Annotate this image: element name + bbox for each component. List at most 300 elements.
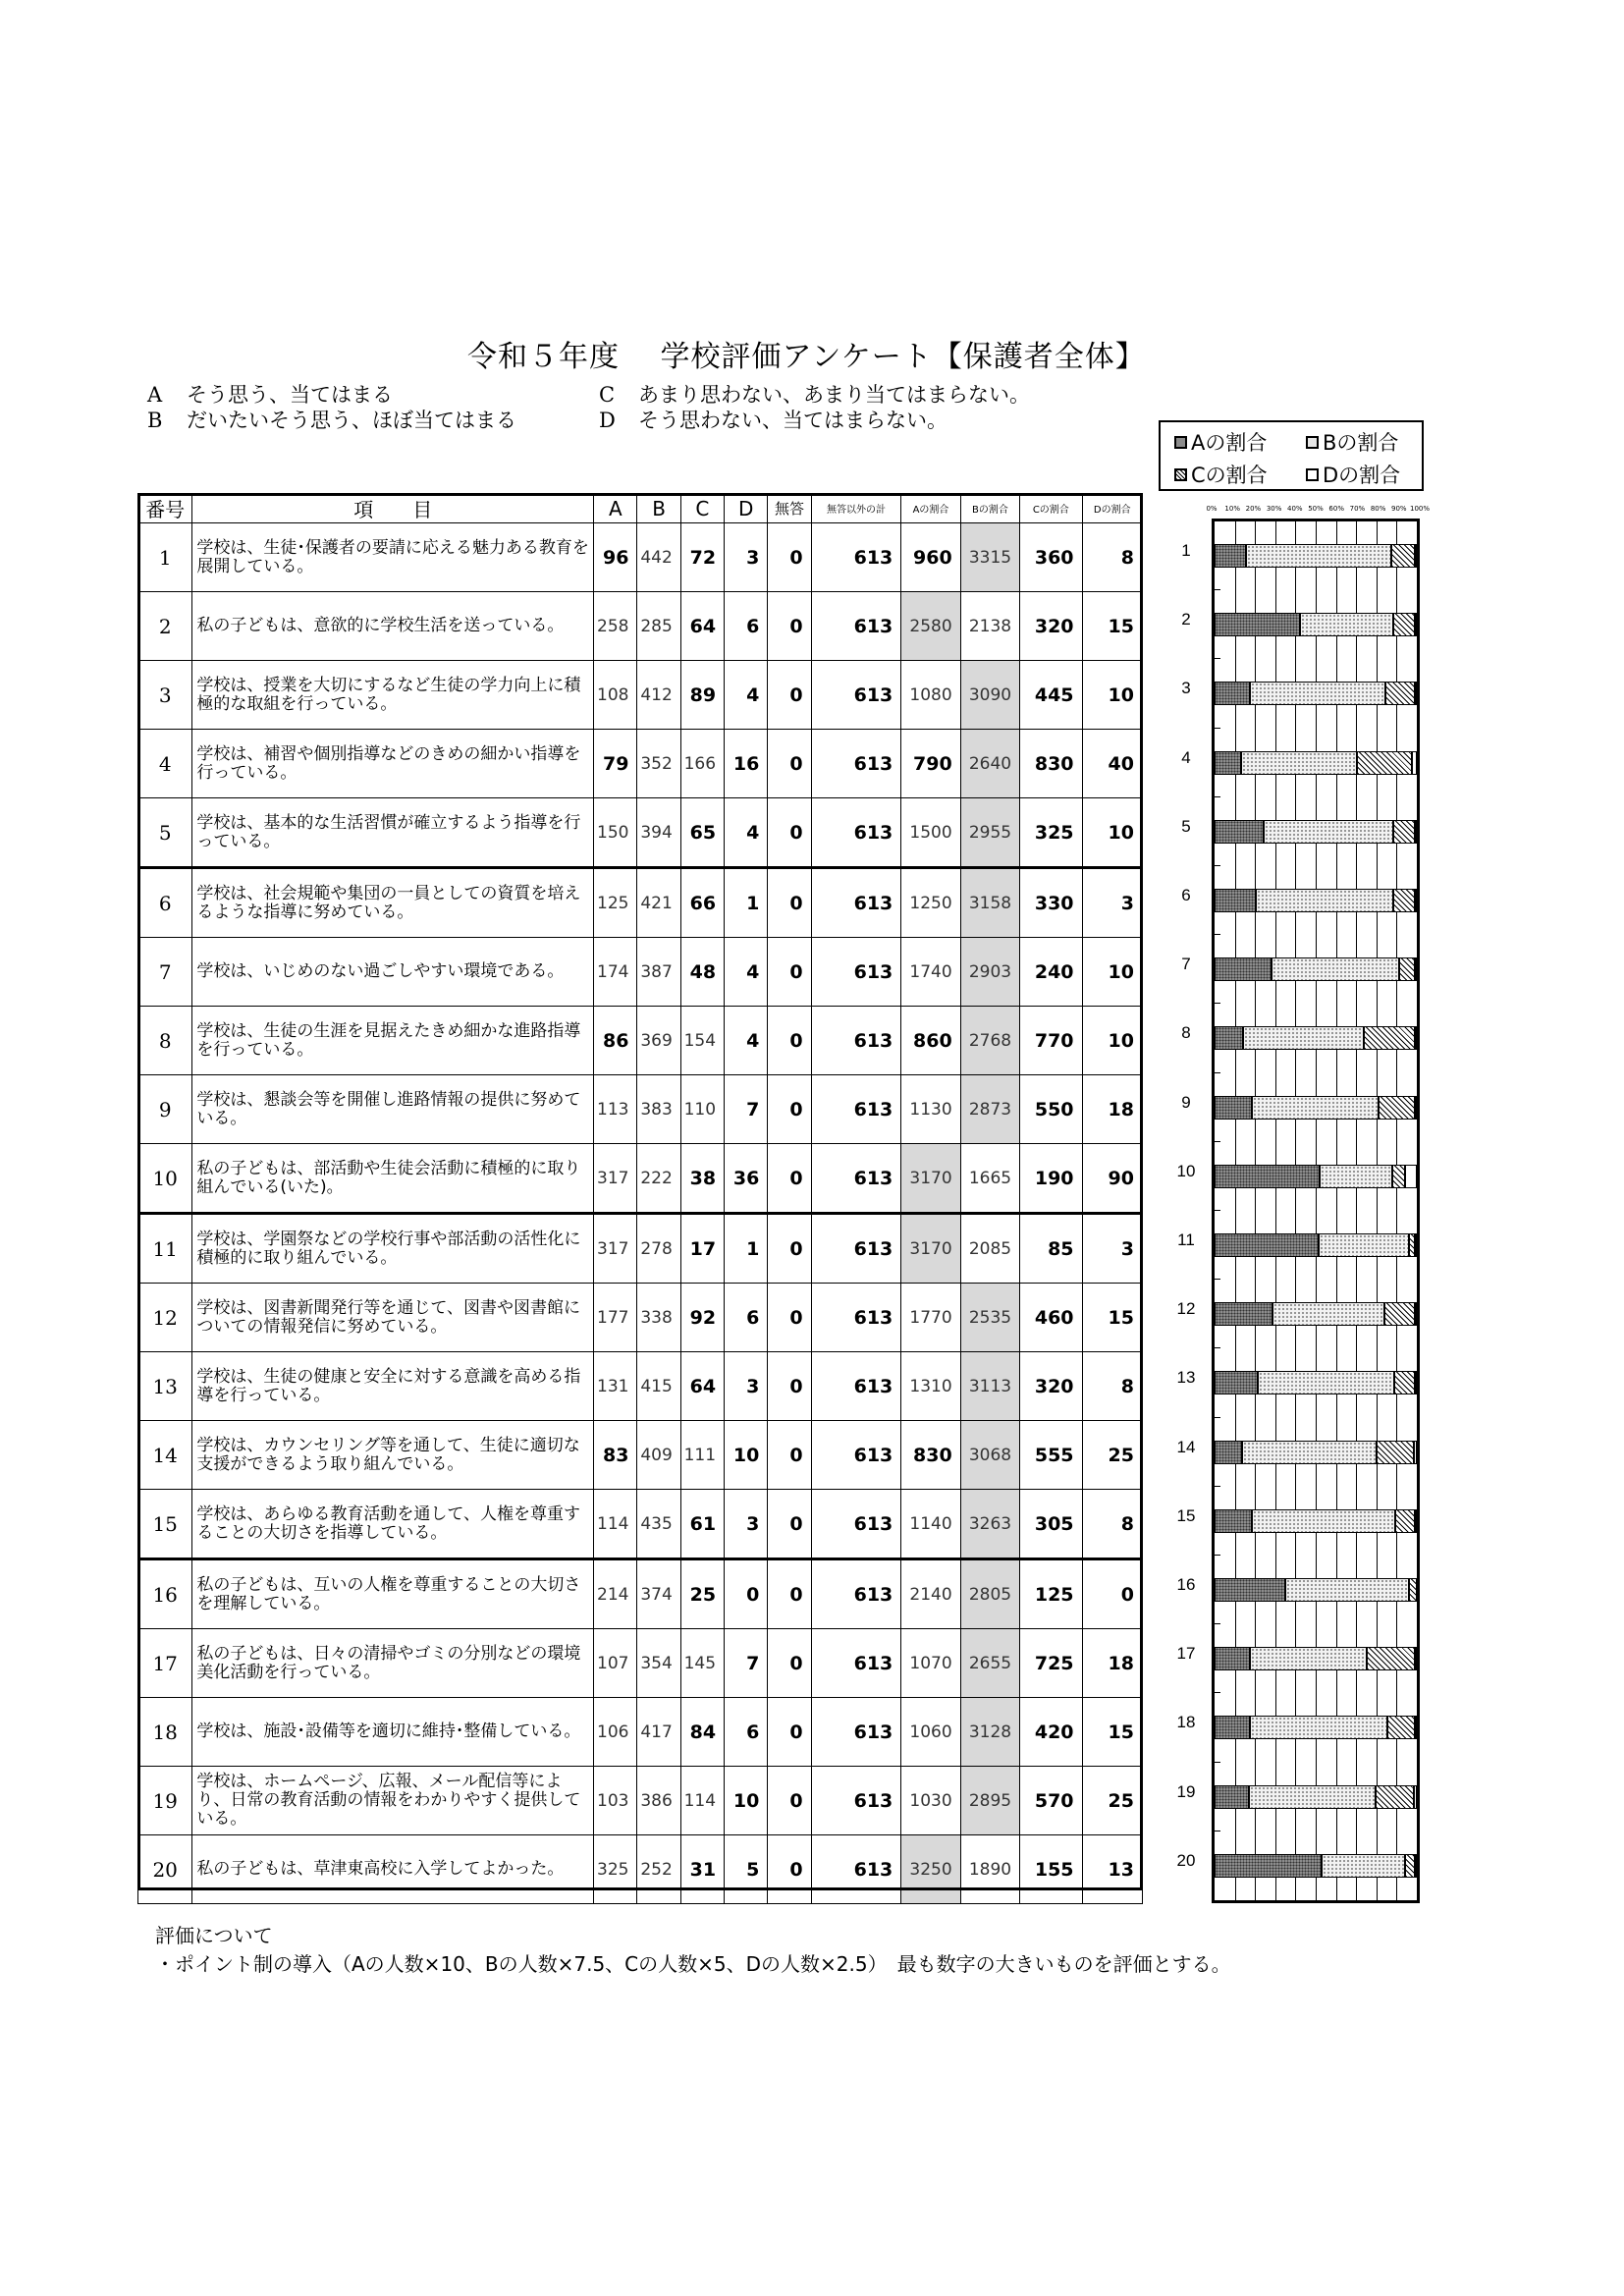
row-item: 学校は、社会規範や集団の一員としての資質を培えるような指導に努めている。 <box>192 868 594 938</box>
row-no: 18 <box>138 1698 192 1767</box>
point-c: 155 <box>1020 1835 1082 1904</box>
count-b: 338 <box>637 1284 680 1352</box>
count-none: 0 <box>768 1835 811 1904</box>
point-b: 3263 <box>960 1490 1019 1559</box>
chart-segment-d <box>1415 1233 1417 1257</box>
chart-segment-c <box>1357 751 1412 775</box>
point-a: 3170 <box>901 1144 960 1214</box>
chart-segment-a <box>1215 1441 1242 1464</box>
chart-segment-a <box>1215 1371 1258 1394</box>
count-total: 613 <box>811 1284 901 1352</box>
count-b: 386 <box>637 1767 680 1835</box>
point-b: 2873 <box>960 1075 1019 1144</box>
count-none: 0 <box>768 730 811 798</box>
header-a: A <box>594 494 637 523</box>
count-c: 65 <box>680 798 724 868</box>
chart-bar-3 <box>1215 682 1417 705</box>
chart-segment-a <box>1215 820 1264 844</box>
point-b: 3315 <box>960 523 1019 592</box>
count-none: 0 <box>768 798 811 868</box>
chart-segment-d <box>1415 1647 1417 1670</box>
chart-bar-12 <box>1215 1302 1417 1326</box>
count-none: 0 <box>768 1490 811 1559</box>
chart-row-tick <box>1215 589 1220 590</box>
header-a-pct: Aの割合 <box>901 494 960 523</box>
row-item: 学校は、カウンセリング等を通して、生徒に適切な支援ができるよう取り組んでいる。 <box>192 1421 594 1490</box>
chart-segment-c <box>1399 957 1415 981</box>
count-b: 278 <box>637 1214 680 1284</box>
count-total: 613 <box>811 661 901 730</box>
chart-segment-d <box>1414 1785 1417 1809</box>
chart-segment-b <box>1264 820 1393 844</box>
point-d: 8 <box>1082 1490 1142 1559</box>
count-a: 325 <box>594 1835 637 1904</box>
chart-segment-b <box>1250 1647 1367 1670</box>
count-none: 0 <box>768 1007 811 1075</box>
point-b: 2895 <box>960 1767 1019 1835</box>
chart-segment-a <box>1215 544 1246 568</box>
x-tick-label: 40% <box>1287 505 1303 513</box>
count-d: 4 <box>725 1007 768 1075</box>
row-item: 学校は、基本的な生活習慣が確立するよう指導を行っている。 <box>192 798 594 868</box>
row-no: 20 <box>138 1835 192 1904</box>
point-b: 3128 <box>960 1698 1019 1767</box>
table-row <box>138 1214 1143 1284</box>
point-a: 3250 <box>901 1835 960 1904</box>
chart-segment-b <box>1252 1509 1394 1533</box>
chart-segment-b <box>1320 1165 1393 1188</box>
count-d: 7 <box>725 1629 768 1698</box>
count-a: 317 <box>594 1214 637 1284</box>
chart-segment-c <box>1387 1716 1415 1739</box>
x-tick-label: 70% <box>1349 505 1366 513</box>
chart-segment-a <box>1215 613 1300 636</box>
count-total: 613 <box>811 868 901 938</box>
chart-segment-c <box>1393 889 1415 912</box>
row-item: 私の子どもは、互いの人権を尊重することの大切さを理解している。 <box>192 1559 594 1629</box>
point-d: 0 <box>1082 1559 1142 1629</box>
count-total: 613 <box>811 938 901 1007</box>
point-c: 555 <box>1020 1421 1082 1490</box>
chart-bar-14 <box>1215 1441 1417 1464</box>
count-d: 6 <box>725 1698 768 1767</box>
row-no: 16 <box>138 1559 192 1629</box>
chart-bar-9 <box>1215 1096 1417 1120</box>
count-a: 131 <box>594 1352 637 1421</box>
count-total: 613 <box>811 730 901 798</box>
point-d: 10 <box>1082 661 1142 730</box>
table-row <box>138 1698 1143 1767</box>
chart-segment-d <box>1415 1509 1417 1533</box>
row-no: 4 <box>138 730 192 798</box>
count-b: 442 <box>637 523 680 592</box>
count-c: 48 <box>680 938 724 1007</box>
chart-gridline <box>1396 521 1397 1900</box>
x-tick-label: 10% <box>1224 505 1240 513</box>
count-a: 79 <box>594 730 637 798</box>
count-c: 89 <box>680 661 724 730</box>
count-total: 613 <box>811 1144 901 1214</box>
count-total: 613 <box>811 523 901 592</box>
chart-segment-b <box>1272 1302 1384 1326</box>
count-c: 64 <box>680 592 724 661</box>
legend-c: C あまり思わない、あまり当てはまらない。 <box>599 383 1030 407</box>
point-c: 240 <box>1020 938 1082 1007</box>
count-c: 17 <box>680 1214 724 1284</box>
point-d: 10 <box>1082 798 1142 868</box>
count-a: 103 <box>594 1767 637 1835</box>
chart-bar-15 <box>1215 1509 1417 1533</box>
count-d: 1 <box>725 868 768 938</box>
chart-row-label: 15 <box>1176 1505 1196 1525</box>
chart-segment-a <box>1215 1785 1249 1809</box>
chart-segment-a <box>1215 1026 1243 1050</box>
chart-segment-a <box>1215 1096 1252 1120</box>
table-row <box>138 1284 1143 1352</box>
chart-bar-17 <box>1215 1647 1417 1670</box>
table-row <box>138 1075 1143 1144</box>
row-item: 学校は、施設･設備等を適切に維持･整備している。 <box>192 1698 594 1767</box>
count-a: 177 <box>594 1284 637 1352</box>
point-d: 15 <box>1082 1698 1142 1767</box>
count-c: 166 <box>680 730 724 798</box>
chart-gridline <box>1336 521 1337 1900</box>
chart-row-label: 19 <box>1176 1781 1196 1801</box>
count-a: 114 <box>594 1490 637 1559</box>
chart-segment-a <box>1215 1233 1319 1257</box>
chart-segment-b <box>1256 889 1393 912</box>
row-no: 7 <box>138 938 192 1007</box>
chart-segment-a <box>1215 1854 1322 1878</box>
count-none: 0 <box>768 1559 811 1629</box>
chart-segment-d <box>1415 1302 1417 1326</box>
point-c: 320 <box>1020 592 1082 661</box>
count-c: 61 <box>680 1490 724 1559</box>
chart-segment-c <box>1364 1026 1415 1050</box>
notes-heading: 評価について <box>155 1924 273 1947</box>
chart-legend <box>1159 420 1424 491</box>
point-b: 2655 <box>960 1629 1019 1698</box>
point-a: 2580 <box>901 592 960 661</box>
chart-row-tick <box>1215 934 1220 935</box>
row-no: 1 <box>138 523 192 592</box>
count-a: 86 <box>594 1007 637 1075</box>
chart-segment-b <box>1243 1026 1365 1050</box>
count-b: 383 <box>637 1075 680 1144</box>
count-a: 108 <box>594 661 637 730</box>
table-row <box>138 730 1143 798</box>
point-c: 320 <box>1020 1352 1082 1421</box>
chart-row-label: 9 <box>1181 1092 1191 1112</box>
chart-bar-2 <box>1215 613 1417 636</box>
point-d: 3 <box>1082 868 1142 938</box>
count-total: 613 <box>811 1007 901 1075</box>
chart-row-label: 8 <box>1181 1023 1191 1043</box>
point-a: 1740 <box>901 938 960 1007</box>
chart-segment-b <box>1258 1371 1394 1394</box>
chart-segment-c <box>1394 1371 1415 1394</box>
point-c: 550 <box>1020 1075 1082 1144</box>
point-b: 1890 <box>960 1835 1019 1904</box>
count-none: 0 <box>768 1698 811 1767</box>
x-tick-label: 90% <box>1391 505 1407 513</box>
count-none: 0 <box>768 592 811 661</box>
count-total: 613 <box>811 1559 901 1629</box>
chart-segment-a <box>1215 1578 1285 1602</box>
table-row <box>138 1144 1143 1214</box>
row-no: 10 <box>138 1144 192 1214</box>
table-row <box>138 1421 1143 1490</box>
chart-segment-d <box>1415 1096 1417 1120</box>
count-c: 110 <box>680 1075 724 1144</box>
chart-row-label: 4 <box>1181 747 1191 767</box>
count-c: 38 <box>680 1144 724 1214</box>
chart-segment-b <box>1272 957 1399 981</box>
chart-segment-b <box>1242 1441 1377 1464</box>
chart-row-tick <box>1215 865 1220 866</box>
chart-row-label: 2 <box>1181 610 1191 629</box>
chart-row-label: 1 <box>1181 541 1191 560</box>
row-item: 学校は、学園祭などの学校行事や部活動の活性化に積極的に取り組んでいる。 <box>192 1214 594 1284</box>
count-c: 92 <box>680 1284 724 1352</box>
count-d: 36 <box>725 1144 768 1214</box>
count-none: 0 <box>768 1214 811 1284</box>
point-a: 2140 <box>901 1559 960 1629</box>
x-tick-label: 80% <box>1370 505 1386 513</box>
count-d: 5 <box>725 1835 768 1904</box>
legend-item-b: Bの割合 <box>1306 427 1398 457</box>
chart-bar-11 <box>1215 1233 1417 1257</box>
point-c: 770 <box>1020 1007 1082 1075</box>
point-d: 40 <box>1082 730 1142 798</box>
count-total: 613 <box>811 798 901 868</box>
legend-a: A そう思う、当てはまる <box>147 383 393 407</box>
x-tick-label: 0% <box>1206 505 1218 513</box>
chart-row-tick <box>1215 1003 1220 1004</box>
count-total: 613 <box>811 592 901 661</box>
chart-row-tick <box>1215 1347 1220 1348</box>
chart-bar-4 <box>1215 751 1417 775</box>
chart-row-label: 6 <box>1181 886 1191 904</box>
chart-row-label: 7 <box>1181 955 1191 974</box>
chart-row-label: 14 <box>1176 1437 1196 1456</box>
chart-segment-d <box>1415 957 1417 981</box>
count-c: 145 <box>680 1629 724 1698</box>
row-item: 学校は、生徒の生涯を見据えたきめ細かな進路指導を行っている。 <box>192 1007 594 1075</box>
chart-gridline <box>1275 521 1276 1900</box>
count-d: 4 <box>725 661 768 730</box>
header-total: 無答以外の計 <box>811 494 901 523</box>
point-b: 2138 <box>960 592 1019 661</box>
table-row <box>138 661 1143 730</box>
swatch-b-icon <box>1306 436 1319 449</box>
row-no: 3 <box>138 661 192 730</box>
point-d: 15 <box>1082 592 1142 661</box>
chart-segment-a <box>1215 889 1256 912</box>
count-b: 285 <box>637 592 680 661</box>
point-d: 15 <box>1082 1284 1142 1352</box>
count-a: 125 <box>594 868 637 938</box>
point-d: 18 <box>1082 1629 1142 1698</box>
header-b: B <box>637 494 680 523</box>
point-a: 860 <box>901 1007 960 1075</box>
count-total: 613 <box>811 1767 901 1835</box>
point-b: 2805 <box>960 1559 1019 1629</box>
chart-gridline <box>1255 521 1256 1900</box>
chart-segment-c <box>1367 1647 1415 1670</box>
chart-segment-d <box>1415 1371 1417 1394</box>
row-no: 13 <box>138 1352 192 1421</box>
point-b: 3113 <box>960 1352 1019 1421</box>
chart-bar-19 <box>1215 1785 1417 1809</box>
chart-segment-a <box>1215 1509 1252 1533</box>
chart-segment-b <box>1285 1578 1409 1602</box>
count-a: 258 <box>594 592 637 661</box>
point-a: 1250 <box>901 868 960 938</box>
chart-row-label: 5 <box>1181 816 1191 836</box>
stacked-bar-chart <box>1212 519 1420 1903</box>
header-c: C <box>680 494 724 523</box>
point-a: 830 <box>901 1421 960 1490</box>
point-b: 2640 <box>960 730 1019 798</box>
point-a: 3170 <box>901 1214 960 1284</box>
count-b: 374 <box>637 1559 680 1629</box>
chart-row-label: 3 <box>1181 679 1191 698</box>
chart-row-tick <box>1215 796 1220 797</box>
point-b: 2955 <box>960 798 1019 868</box>
point-d: 18 <box>1082 1075 1142 1144</box>
count-none: 0 <box>768 1284 811 1352</box>
chart-segment-c <box>1395 1509 1415 1533</box>
chart-segment-d <box>1405 1165 1417 1188</box>
row-no: 14 <box>138 1421 192 1490</box>
point-a: 1500 <box>901 798 960 868</box>
chart-gridline <box>1316 521 1317 1900</box>
chart-row-tick <box>1215 1072 1220 1073</box>
count-b: 435 <box>637 1490 680 1559</box>
chart-segment-c <box>1393 820 1415 844</box>
chart-bar-20 <box>1215 1854 1417 1878</box>
table-row <box>138 1835 1143 1904</box>
row-item: 学校は、生徒･保護者の要請に応える魅力ある教育を展開している。 <box>192 523 594 592</box>
point-a: 1070 <box>901 1629 960 1698</box>
count-c: 111 <box>680 1421 724 1490</box>
count-none: 0 <box>768 868 811 938</box>
chart-segment-c <box>1393 613 1415 636</box>
chart-segment-b <box>1252 1096 1379 1120</box>
point-a: 790 <box>901 730 960 798</box>
chart-segment-b <box>1246 544 1391 568</box>
swatch-d-icon <box>1306 468 1319 481</box>
count-d: 3 <box>725 1352 768 1421</box>
chart-bar-6 <box>1215 889 1417 912</box>
chart-segment-a <box>1215 1647 1250 1670</box>
point-b: 3158 <box>960 868 1019 938</box>
count-b: 421 <box>637 868 680 938</box>
row-item: 学校は、生徒の健康と安全に対する意識を高める指導を行っている。 <box>192 1352 594 1421</box>
table-row <box>138 1352 1143 1421</box>
header-no: 番号 <box>138 494 192 523</box>
chart-segment-d <box>1415 1026 1417 1050</box>
row-no: 12 <box>138 1284 192 1352</box>
chart-segment-c <box>1391 544 1415 568</box>
legend-d: D そう思わない、当てはまらない。 <box>599 409 947 432</box>
count-none: 0 <box>768 1352 811 1421</box>
count-a: 317 <box>594 1144 637 1214</box>
point-d: 10 <box>1082 938 1142 1007</box>
header-d-pct: Dの割合 <box>1082 494 1142 523</box>
point-d: 8 <box>1082 1352 1142 1421</box>
point-c: 330 <box>1020 868 1082 938</box>
point-b: 2085 <box>960 1214 1019 1284</box>
chart-segment-b <box>1249 1785 1377 1809</box>
point-c: 325 <box>1020 798 1082 868</box>
count-c: 84 <box>680 1698 724 1767</box>
table-row <box>138 523 1143 592</box>
point-d: 25 <box>1082 1421 1142 1490</box>
chart-row-label: 12 <box>1176 1299 1196 1319</box>
point-b: 1665 <box>960 1144 1019 1214</box>
count-a: 113 <box>594 1075 637 1144</box>
point-a: 1140 <box>901 1490 960 1559</box>
table-row <box>138 1007 1143 1075</box>
row-item: 学校は、懇談会等を開催し進路情報の提供に努めている。 <box>192 1075 594 1144</box>
count-d: 3 <box>725 523 768 592</box>
header-b-pct: Bの割合 <box>960 494 1019 523</box>
count-b: 352 <box>637 730 680 798</box>
chart-x-ticks <box>1200 505 1431 517</box>
point-d: 3 <box>1082 1214 1142 1284</box>
count-c: 66 <box>680 868 724 938</box>
table-header-row <box>138 494 1143 523</box>
chart-row-tick <box>1215 1692 1220 1693</box>
count-none: 0 <box>768 523 811 592</box>
count-b: 394 <box>637 798 680 868</box>
x-tick-label: 30% <box>1266 505 1282 513</box>
chart-segment-d <box>1415 613 1417 636</box>
count-b: 415 <box>637 1352 680 1421</box>
point-c: 360 <box>1020 523 1082 592</box>
chart-row-label: 16 <box>1176 1575 1196 1594</box>
row-no: 6 <box>138 868 192 938</box>
chart-row-tick <box>1215 1141 1220 1142</box>
row-no: 19 <box>138 1767 192 1835</box>
chart-segment-d <box>1415 1716 1417 1739</box>
point-d: 8 <box>1082 523 1142 592</box>
x-tick-label: 50% <box>1308 505 1324 513</box>
count-d: 1 <box>725 1214 768 1284</box>
count-d: 16 <box>725 730 768 798</box>
point-c: 725 <box>1020 1629 1082 1698</box>
count-total: 613 <box>811 1835 901 1904</box>
point-b: 3090 <box>960 661 1019 730</box>
count-total: 613 <box>811 1421 901 1490</box>
chart-gridline <box>1235 521 1236 1900</box>
point-a: 1030 <box>901 1767 960 1835</box>
chart-bar-18 <box>1215 1716 1417 1739</box>
chart-row-label: 13 <box>1176 1368 1196 1388</box>
chart-segment-c <box>1392 1165 1405 1188</box>
chart-segment-b <box>1300 613 1394 636</box>
point-a: 1080 <box>901 661 960 730</box>
point-c: 570 <box>1020 1767 1082 1835</box>
count-d: 10 <box>725 1767 768 1835</box>
chart-row-tick <box>1215 1210 1220 1211</box>
chart-segment-a <box>1215 1165 1320 1188</box>
count-c: 25 <box>680 1559 724 1629</box>
table-row <box>138 592 1143 661</box>
point-c: 830 <box>1020 730 1082 798</box>
